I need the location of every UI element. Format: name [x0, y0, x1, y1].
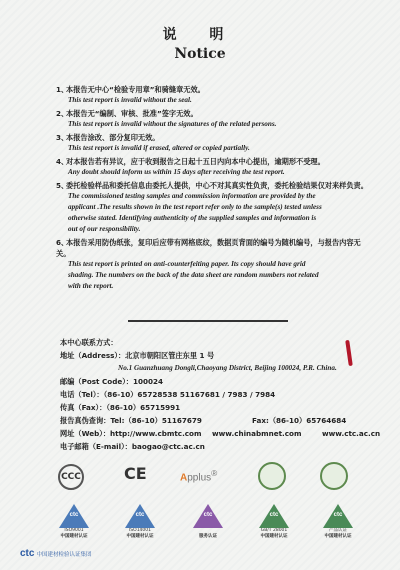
notice-number: 6、	[56, 238, 69, 247]
web-label: 网址（Web）：	[60, 429, 111, 438]
postcode-value: 100024	[133, 377, 164, 386]
ccc-logo-icon: CCC	[58, 464, 84, 490]
address-label: 地址（Address）：	[60, 351, 126, 360]
notice-text-en: with the report.	[68, 282, 114, 290]
notice-text-cn: 本报告涂改、部分复印无效。	[66, 133, 160, 142]
verify-row	[60, 416, 202, 426]
notice-text-en: out of our responsibility.	[68, 225, 141, 233]
notice-text-en: shading. The numbers on the back of the data sheet are random numbers not related	[68, 271, 319, 279]
brand-tagline: 中国建材检验认证集团	[36, 552, 92, 558]
notice-text-en: This test report is printed on anti-counterfeiting paper. Its copy should have grid	[68, 260, 306, 268]
tel-value: （86-10）65728538 51167681 / 7983 / 7984	[103, 390, 276, 399]
iso14001-logo: ctc ISO14001 中国建材认证	[112, 504, 168, 540]
red-ink-mark	[345, 340, 353, 366]
notice-text-en: This test report is invalid without the signatures of the related persons.	[68, 120, 277, 128]
ctc-triangle-icon: ctc	[59, 504, 89, 528]
contact-heading: 本中心联系方式：	[60, 338, 118, 347]
notice-item	[56, 156, 368, 178]
notice-text-cn: 本报告无中心“检验专用章”和骑缝章无效。	[66, 85, 205, 94]
postcode-row	[60, 377, 163, 387]
notice-text-en: The commissioned testing samples and commission information are provided by the	[68, 192, 316, 200]
green-seal-icon	[258, 462, 286, 490]
notice-text-cn: 本报告采用防伪纸张，复印后应带有网格底纹，数据页背面的编号为随机编号，与报告内容无关。	[56, 238, 361, 258]
email-row	[60, 442, 205, 452]
applus-logo-icon: Applus®	[180, 468, 218, 484]
iso9001-logo: ctc ISO9001 中国建材认证	[46, 504, 102, 540]
notice-text-cn: 对本报告若有异议，应于收到报告之日起十五日内向本中心提出，逾期形不受理。	[66, 157, 325, 166]
product-cert-logo: ctc 产品认证 中国建材认证	[310, 504, 366, 540]
notice-number: 4、	[56, 157, 69, 166]
fax-value: （86-10）65715991	[106, 403, 181, 412]
notice-number: 2、	[56, 109, 69, 118]
notice-item	[56, 108, 368, 130]
notice-text-cn: 本报告无“编制、审核、批准”签字无效。	[66, 109, 198, 118]
notice-item	[56, 84, 368, 106]
gbt28001-logo: ctc GB/T 28001 中国建材认证	[246, 504, 302, 540]
brand-name: ctc	[20, 548, 35, 559]
tel-label: 电话（Tel）：	[60, 390, 104, 399]
notice-number: 3、	[56, 133, 69, 142]
service-cert-logo: ctc 服务认证	[180, 504, 236, 540]
fax-label: 传真（Fax）：	[60, 403, 107, 412]
email-value[interactable]: baogao@ctc.ac.cn	[131, 442, 205, 451]
verify-label: 报告真伪查询：	[60, 416, 111, 425]
ctc-brand-logo	[20, 548, 91, 559]
divider-line	[128, 320, 288, 322]
notice-item	[56, 180, 368, 235]
notice-item	[56, 132, 368, 154]
notice-number: 5、	[56, 181, 69, 190]
postcode-label: 邮编（Post Code）：	[60, 377, 133, 386]
notice-text-cn: 委托检验样品和委托信息由委托人提供，中心不对其真实性负责，委托检验结果仅对来样负责。	[66, 181, 368, 190]
address-en: No.1 Guanzhuang Dongli,Chaoyang District, Beijing 100024, P.R. China.	[118, 364, 337, 372]
email-label: 电子邮箱（E-mail）：	[60, 442, 132, 451]
notice-text-en: otherwise stated. Identifying authenticity of the supplied samples and information is	[68, 214, 317, 222]
notice-text-en: This test report is invalid if erased, altered or copied partially.	[68, 144, 250, 152]
web-link-2[interactable]: www.chinabmnet.com	[212, 429, 302, 438]
ctc-triangle-icon: ctc	[125, 504, 155, 528]
notice-text-en: Any doubt should inform us within 15 days after receiving the test report.	[68, 168, 285, 176]
web-link-3[interactable]: www.ctc.ac.cn	[322, 429, 381, 438]
web-row	[60, 429, 202, 439]
tel-row	[60, 390, 275, 400]
page-title-cn: 说 明	[162, 27, 238, 43]
page-title-en: Notice	[174, 46, 226, 62]
notice-number: 1、	[56, 85, 69, 94]
ctc-triangle-icon: ctc	[323, 504, 353, 528]
ce-logo-icon: CE	[124, 464, 147, 483]
ctc-triangle-icon: ctc	[193, 504, 223, 528]
address-row	[60, 351, 214, 361]
verify-tel: Tel:（86-10）51167679	[110, 416, 202, 425]
verify-fax: Fax:（86-10）65764684	[252, 416, 347, 425]
ctc-triangle-icon: ctc	[259, 504, 289, 528]
notice-text-en: This test report is invalid without the seal.	[68, 96, 192, 104]
address-cn: 北京市朝阳区管庄东里 1 号	[125, 351, 215, 360]
green-seal-icon	[320, 462, 348, 490]
web-link-1[interactable]: http://www.cbmtc.com	[110, 429, 202, 438]
notice-item	[56, 237, 368, 292]
notice-text-en: applicant .The results shown in the test report refer only to the sample(s) tested unless	[68, 203, 322, 211]
notice-list	[56, 84, 368, 294]
fax-row	[60, 403, 180, 413]
